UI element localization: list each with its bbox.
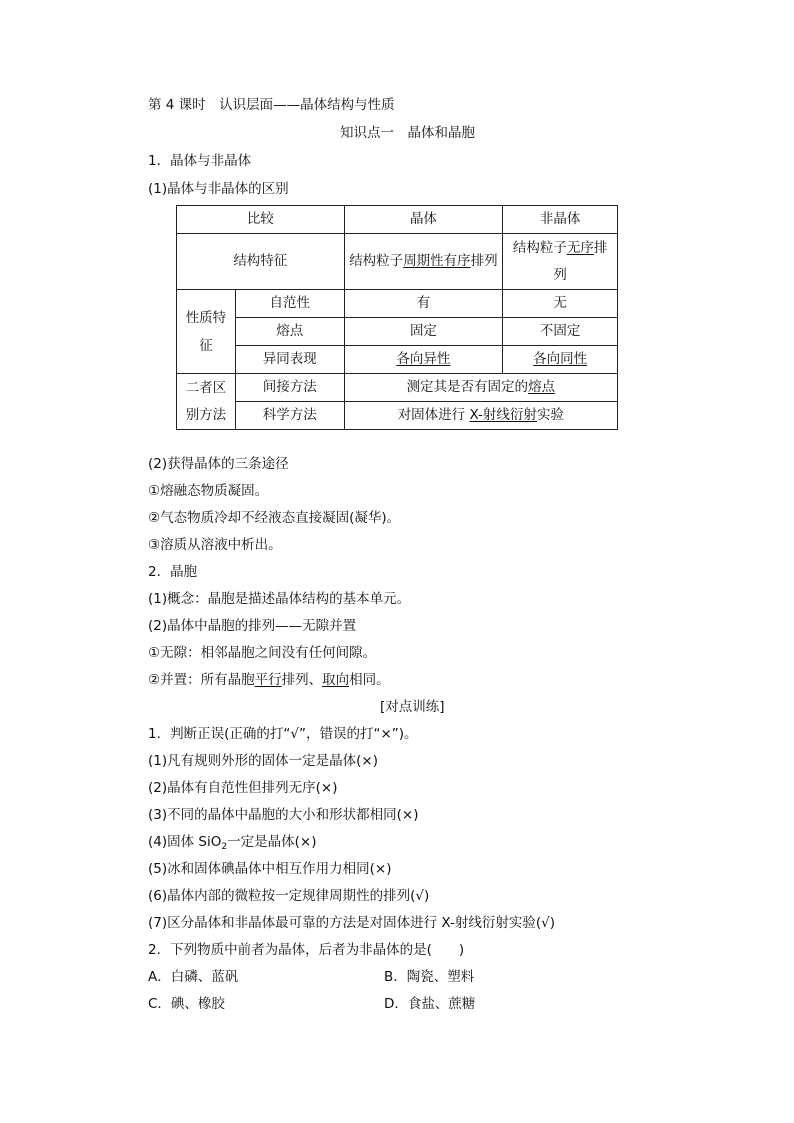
way-2: ②气态物质冷却不经液态直接凝固(凝华)。	[148, 510, 401, 526]
header-compare: 比较	[177, 206, 345, 234]
comparison-table	[176, 205, 618, 430]
structure-noncrystal: 结构粒子无序排列	[503, 234, 618, 290]
judge-item-3: (3)不同的晶体中晶胞的大小和形状都相同(×)	[148, 807, 419, 823]
judge-item-2: (2)晶体有自范性但排列无序(×)	[148, 780, 338, 796]
row-property-label: 性质特征	[177, 290, 236, 374]
judge-item-4: (4)固体 SiO$_2$一定是晶体(×)	[148, 834, 317, 852]
structure-crystal: 结构粒子周期性有序排列	[344, 234, 503, 290]
header-noncrystal: 非晶体	[503, 206, 618, 234]
judge-item-5: (5)冰和固体碘晶体中相互作用力相同(×)	[148, 861, 392, 877]
melting-point-label: 熔点	[235, 318, 344, 346]
melting-point-noncrystal: 不固定	[503, 318, 618, 346]
scientific-method-label: 科学方法	[235, 402, 344, 430]
question-1: 1．判断正误(正确的打“√”，错误的打“×”)。	[148, 726, 418, 742]
page-title: 第 4 课时 认识层面——晶体结构与性质	[148, 97, 395, 113]
unit-cell-concept: (1)概念：晶胞是描述晶体结构的基本单元。	[148, 591, 411, 607]
option-b: B．陶瓷、塑料	[384, 969, 475, 985]
no-gap-item: ①无隙：相邻晶胞之间没有任何间隙。	[148, 645, 377, 661]
self-shape-label: 自范性	[235, 290, 344, 318]
option-a: A．白磷、蓝矾	[148, 969, 239, 985]
heading-unit-cell: 2．晶胞	[148, 564, 198, 580]
subheading-difference: (1)晶体与非晶体的区别	[148, 181, 289, 197]
parallel-item: ②并置：所有晶胞平行排列、取向相同。	[148, 672, 390, 688]
self-shape-crystal: 有	[344, 290, 503, 318]
question-2: 2．下列物质中前者为晶体，后者为非晶体的是( )	[148, 942, 465, 958]
indirect-method-label: 间接方法	[235, 374, 344, 402]
practice-tag: [对点训练]	[380, 699, 445, 715]
anisotropy-label: 异同表现	[235, 346, 344, 374]
judge-item-7: (7)区分晶体和非晶体最可靠的方法是对固体进行 X-射线衍射实验(√)	[148, 915, 555, 931]
anisotropy-noncrystal: 各向同性	[503, 346, 618, 374]
melting-point-crystal: 固定	[344, 318, 503, 346]
subheading-ways: (2)获得晶体的三条途径	[148, 456, 289, 472]
option-d: D．食盐、蔗糖	[384, 996, 476, 1012]
row-distinguish-label: 二者区别方法	[177, 374, 236, 430]
self-shape-noncrystal: 无	[503, 290, 618, 318]
section-heading: 知识点一 晶体和晶胞	[340, 125, 475, 141]
scientific-method-value: 对固体进行 X-射线衍射实验	[344, 402, 617, 430]
row-structure-label: 结构特征	[177, 234, 345, 290]
judge-item-1: (1)凡有规则外形的固体一定是晶体(×)	[148, 753, 378, 769]
judge-item-6: (6)晶体内部的微粒按一定规律周期性的排列(√)	[148, 888, 430, 904]
way-3: ③溶质从溶液中析出。	[148, 537, 282, 553]
indirect-method-value: 测定其是否有固定的熔点	[344, 374, 617, 402]
heading-crystal-noncrystal: 1．晶体与非晶体	[148, 153, 252, 169]
way-1: ①熔融态物质凝固。	[148, 483, 269, 499]
header-crystal: 晶体	[344, 206, 503, 234]
anisotropy-crystal: 各向异性	[344, 346, 503, 374]
option-c: C．碘、橡胶	[148, 996, 225, 1012]
unit-cell-arrangement: (2)晶体中晶胞的排列——无隙并置	[148, 618, 357, 634]
